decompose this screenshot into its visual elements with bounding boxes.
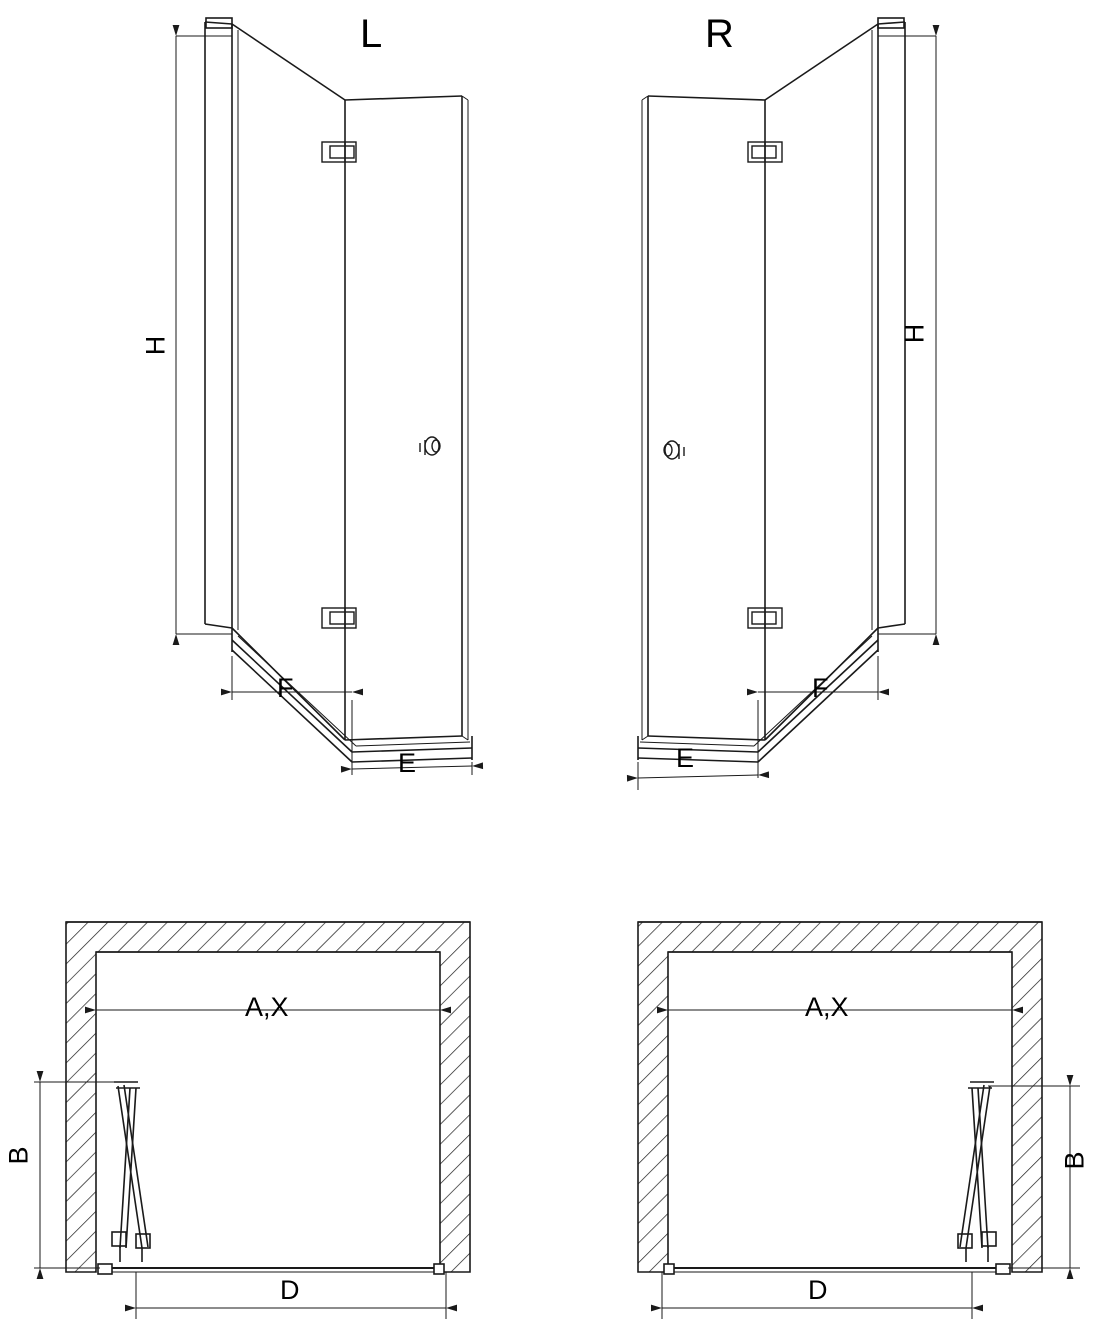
dim-label-d-right: D xyxy=(808,1275,828,1305)
dim-label-b-right: B xyxy=(1059,1151,1090,1170)
dim-label-e-left: E xyxy=(398,748,417,778)
dim-label-ax-right: A,X xyxy=(805,992,849,1022)
variant-label-right: R xyxy=(705,12,734,56)
plan-view-left xyxy=(34,922,470,1319)
iso-view-right xyxy=(638,18,936,790)
variant-label-left: L xyxy=(360,12,383,56)
dim-label-f-left: F xyxy=(277,673,294,703)
dim-label-ax-left: A,X xyxy=(245,992,289,1022)
plan-view-right xyxy=(638,922,1080,1319)
dim-label-h-left: H xyxy=(140,335,171,356)
dim-label-d-left: D xyxy=(280,1275,300,1305)
dim-label-h-right: H xyxy=(899,323,930,344)
dim-label-b-left: B xyxy=(3,1146,34,1165)
dim-label-e-right: E xyxy=(676,743,695,773)
dim-label-f-right: F xyxy=(812,673,829,703)
iso-view-left xyxy=(176,18,472,775)
